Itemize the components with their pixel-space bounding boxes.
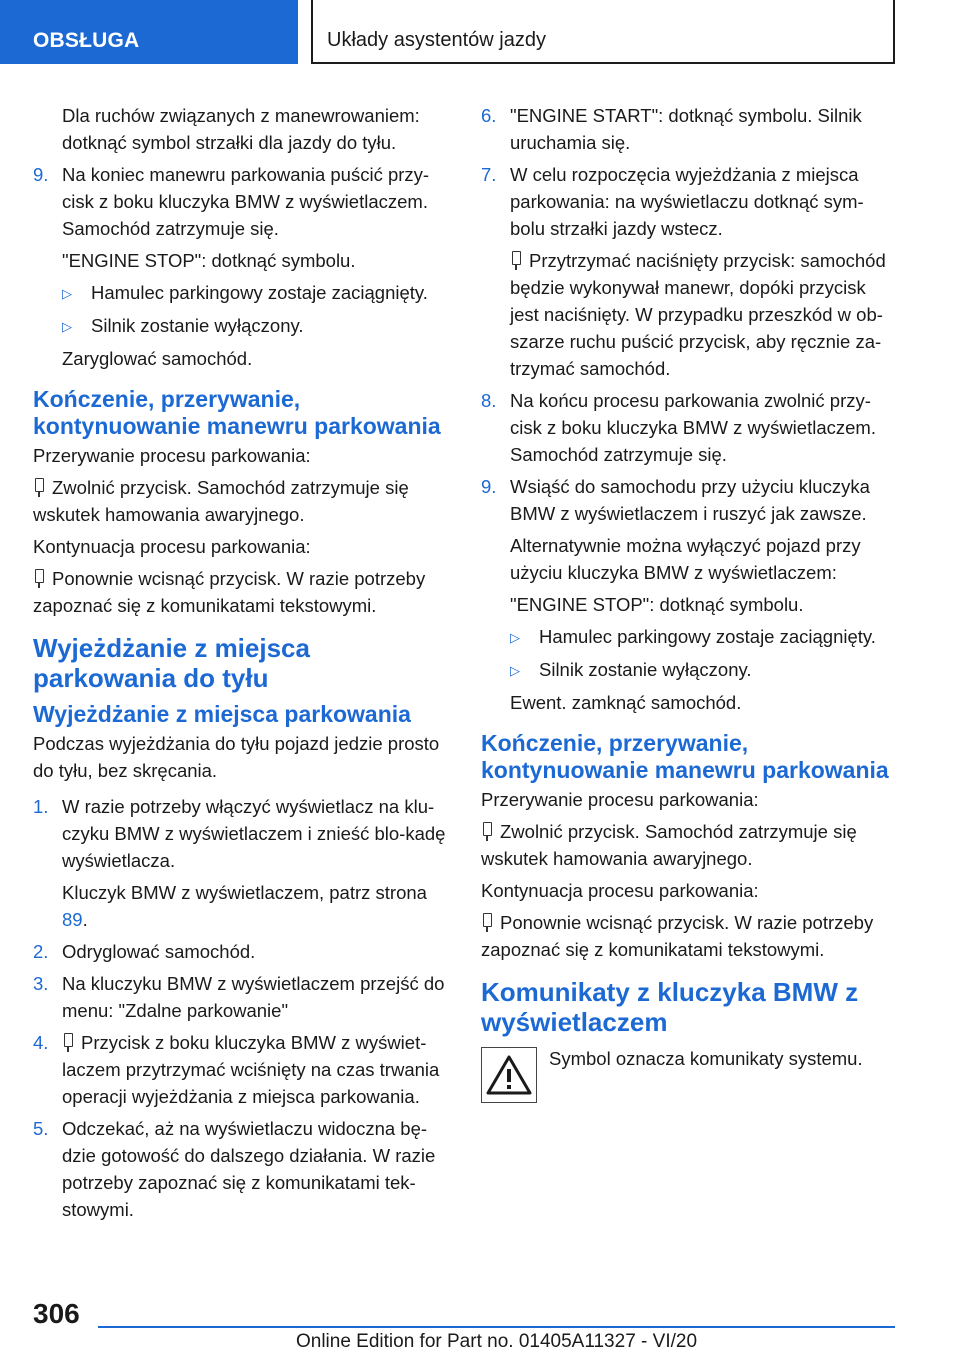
paragraph: Kontynuacja procesu parkowania: [481,880,759,901]
page-link[interactable]: 89 [62,909,83,930]
left-column [33,102,449,1228]
step-text: Odryglować samochód. [62,941,256,962]
key-button-icon [481,913,494,932]
step-9 [481,473,897,527]
main-heading: Komunikaty z kluczyka BMW z wyświetlaczem [481,977,859,1037]
step-sub: Kluczyk BMW z wyświetlaczem, patrz strona 89. [62,882,427,930]
step-text: Na końcu procesu parkowania zwolnić przy‐cisk z boku kluczyka BMW z wyświetlaczem. Samochód zatrzymuje się. [510,390,876,465]
bullet-text: Silnik zostanie wyłączony. [539,659,752,680]
triangle-bullet-icon: ▷ [62,319,72,334]
paragraph-text: Ponownie wcisnąć przycisk. W razie potrzeby zapoznać się z komunikatami tekstowymi. [481,912,874,960]
step-7 [481,161,897,242]
step-sub: Ewent. zamknąć samochód. [510,692,742,713]
warning-text: Symbol oznacza komunikaty systemu. [549,1048,863,1069]
triangle-bullet-icon: ▷ [510,630,520,645]
step-sub [481,247,897,382]
key-button-icon [510,251,523,270]
bullet-item [481,623,897,651]
triangle-bullet-icon: ▷ [510,663,520,678]
step-sub-text: Przytrzymać naciśnięty przycisk: samochód będzie wykonywał manewr, dopóki przycisk jest naciśnięty. W przypadku przeszkód w ob‐szarze ruchu puścić przycisk, aby ręcznie za‐trzymać samochód. [510,250,886,379]
step-text: W celu rozpoczęcia wyjeżdżania z miejsca parkowania: na wyświetlaczu dotknąć sym‐bolu strzałki jazdy wstecz. [510,164,864,239]
step-number: 9. [481,476,497,497]
bullet-text: Hamulec parkingowy zostaje zaciągnięty. [91,282,428,303]
step-text: Wsiąść do samochodu przy użyciu kluczyka BMW z wyświetlaczem i ruszyć jak zawsze. [510,476,870,524]
step-number: 3. [33,973,49,994]
paragraph-text: Zwolnić przycisk. Samochód zatrzymuje się wskutek hamowania awaryjnego. [33,477,409,525]
step-number: 1. [33,796,49,817]
chapter-header [311,0,895,64]
step-text: Na koniec manewru parkowania puścić przy‐cisk z boku kluczyka BMW z wyświetlaczem. Samochód zatrzymuje się. [62,164,430,239]
step-text-wrap [62,1029,449,1110]
step-text: Na kluczyku BMW z wyświetlaczem przejść do menu: "Zdalne parkowanie" [62,973,445,1021]
page-number: 306 [33,1298,80,1329]
step-sub: "ENGINE STOP": dotknąć symbolu. [62,250,356,271]
paragraph [481,909,897,963]
step-number: 9. [33,164,49,185]
step-sub: Alternatywnie można wyłączyć pojazd przy użyciu kluczyka BMW z wyświetlaczem: [510,535,861,583]
step-3 [33,970,449,1024]
bullet-text: Hamulec parkingowy zostaje zaciągnięty. [539,626,876,647]
step-text: "ENGINE START": dotknąć symbolu. Silnik uruchamia się. [510,105,862,153]
step-2 [33,938,449,965]
paragraph: Podczas wyjeżdżania do tyłu pojazd jedzie prosto do tyłu, bez skręcania. [33,733,440,781]
step-number: 2. [33,941,49,962]
paragraph: Przerywanie procesu parkowania: [33,445,311,466]
step-1 [33,793,449,874]
triangle-bullet-icon: ▷ [62,286,72,301]
step-text: Przycisk z boku kluczyka BMW z wyświet‐laczem przytrzymać wciśnięty na czas trwania operacji wyjeżdżania z miejsca parkowania. [62,1032,440,1107]
paragraph: Kontynuacja procesu parkowania: [33,536,311,557]
paragraph [33,474,449,528]
step-number: 8. [481,390,497,411]
step-4 [33,1029,449,1110]
section-title: OBSŁUGA [33,29,140,52]
step-number: 6. [481,105,497,126]
key-button-icon [481,822,494,841]
main-heading: Wyjeżdżanie z miejsca parkowania do tyłu [33,633,310,693]
bullet-text: Silnik zostanie wyłączony. [91,315,304,336]
section-heading: Wyjeżdżanie z miejsca parkowania [33,701,411,727]
paragraph [481,818,897,872]
step-number: 5. [33,1118,49,1139]
step-sub: Zaryglować samochód. [62,348,253,369]
section-tab [0,0,298,64]
step-9 [33,161,449,242]
bullet-item [481,656,897,684]
warning-icon [481,1047,537,1103]
key-button-icon [62,1033,75,1052]
footer-edition: Online Edition for Part no. 01405A11327 - VI/20 [295,1331,698,1352]
right-column [481,102,897,1103]
bullet-item [33,279,449,307]
section-heading: Kończenie, przerywanie, kontynuowanie manewru parkowania [481,730,889,783]
step-sub-text: Kluczyk BMW z wyświetlaczem, patrz strona [62,882,427,903]
bullet-item [33,312,449,340]
step-5 [33,1115,449,1223]
key-button-icon [33,478,46,497]
section-heading: Kończenie, przerywanie, kontynuowanie manewru parkowania [33,386,441,439]
chapter-title: Układy asystentów jazdy [327,29,546,51]
paragraph: Przerywanie procesu parkowania: [481,789,759,810]
step-number: 7. [481,164,497,185]
footer-divider [98,1326,895,1328]
step-sub: "ENGINE STOP": dotknąć symbolu. [510,594,804,615]
warning-row [481,1045,897,1103]
paragraph [33,565,449,619]
step-text: Odczekać, aż na wyświetlaczu widoczna bę‐dzie gotowość do dalszego działania. W razie potrzeby zapoznać się z komunikatami tek‐stowymi. [62,1118,436,1220]
step-6 [481,102,897,156]
step-number: 4. [33,1032,49,1053]
paragraph-text: Zwolnić przycisk. Samochód zatrzymuje się wskutek hamowania awaryjnego. [481,821,857,869]
paragraph-text: Ponownie wcisnąć przycisk. W razie potrzeby zapoznać się z komunikatami tekstowymi. [33,568,426,616]
step-8 [481,387,897,468]
paragraph: Dla ruchów związanych z manewrowaniem: dotknąć symbol strzałki dla jazdy do tyłu. [62,105,420,153]
step-text: W razie potrzeby włączyć wyświetlacz na klu‐czyku BMW z wyświetlaczem i znieść blo‐kadę wyświetlacza. [62,796,446,871]
key-button-icon [33,569,46,588]
